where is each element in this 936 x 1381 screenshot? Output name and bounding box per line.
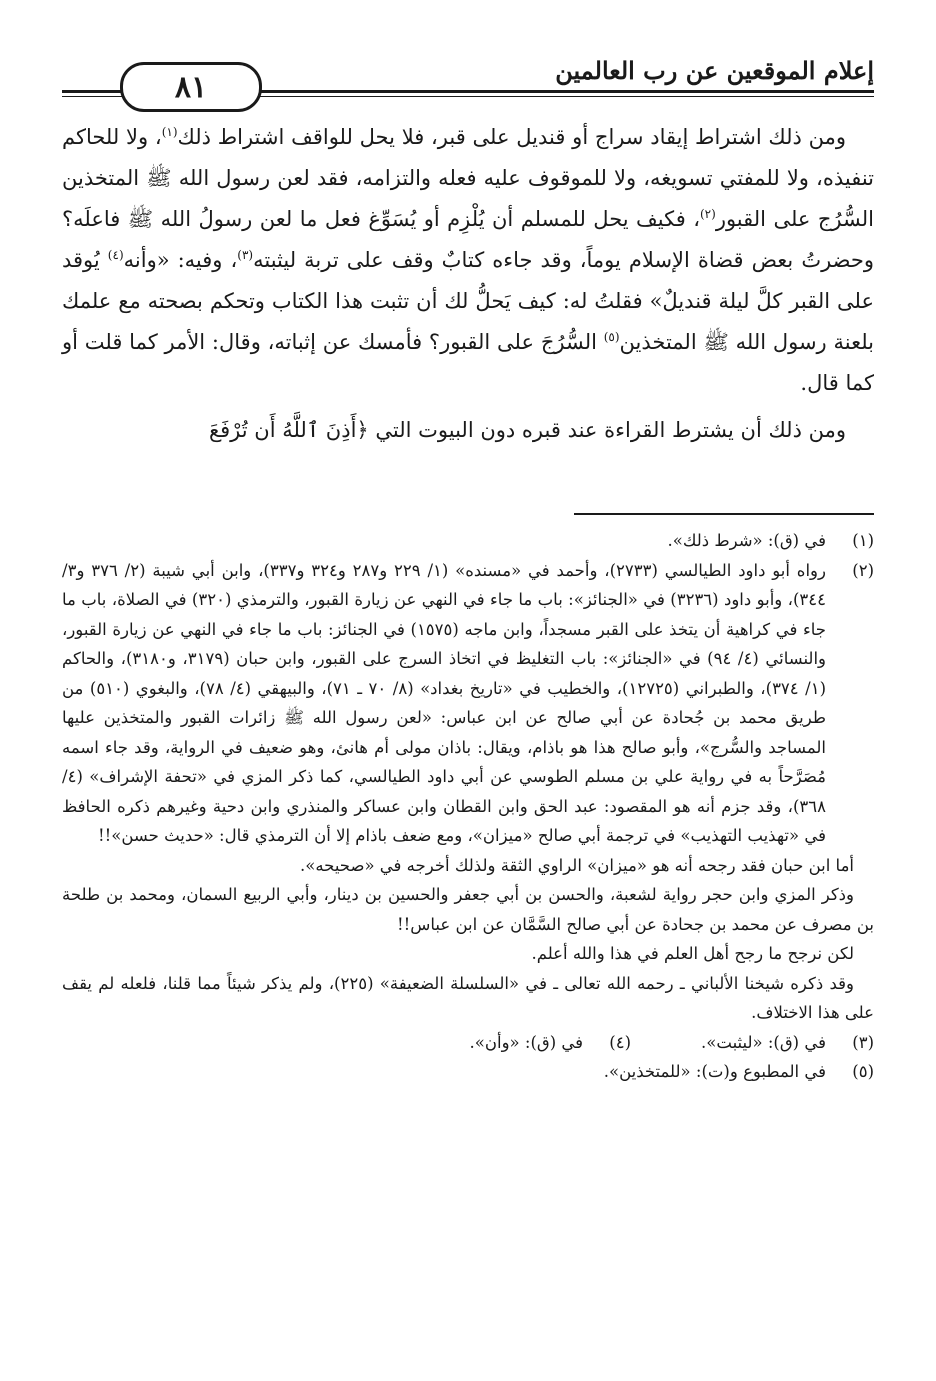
book-title: إعلام الموقعين عن رب العالمين <box>555 56 874 85</box>
footnote-2-para: وقد ذكره شيخنا الألباني ـ رحمه الله تعالى ـ في «السلسلة الضعيفة» (٢٢٥)، ولم يذكر شيئاً مما قلنا، فلعله لم يقف على هذا الاختلاف. <box>62 973 874 1022</box>
footnote-5 <box>62 1057 874 1087</box>
footnote-1 <box>62 526 874 556</box>
footnote-2 <box>62 556 874 851</box>
text-run: يُوقد على القبر كلَّ ليلة قنديلٌ» فقلتُ له: كيف يَحلُّ لك أن تثبت هذا الكتاب وتحكم بصحته مع علمك بلعنة رسول الله ﷺ المتخذين <box>62 248 875 354</box>
footnote-ref-3: (٣) <box>237 248 254 262</box>
footnote-number: (١) <box>852 531 874 550</box>
text-run: ومن ذلك اشتراط إيقاد سراج أو قنديل على قبر، فلا يحل للواقف اشتراط ذلك <box>177 125 846 149</box>
footnote-number: (٢) <box>852 560 874 580</box>
text-run: ، فكيف يحل للمسلم أن يُلْزِم أو يُسَوِّغ فعل ما لعن رسولُ الله ﷺ فاعلَه؟ وحضرتُ بعض قضاة الإسلام يوماً، وقد جاءه كتابٌ وقف على تربة ليثبته <box>62 207 875 272</box>
footnote-2-para: أما ابن حبان فقد رجحه أنه هو «ميزان» الراوي الثقة ولذلك أخرجه في «صحيحه». <box>299 855 854 875</box>
footnote-number: (٤) <box>609 1032 632 1052</box>
paragraph-1 <box>62 117 874 404</box>
running-header <box>62 52 874 105</box>
footnote-number: (٥) <box>852 1062 874 1081</box>
footnote-3 <box>701 1028 874 1058</box>
footnote-row <box>62 1028 874 1058</box>
paragraph-2 <box>62 410 874 451</box>
footnotes <box>62 526 874 1087</box>
footnote-ref-2: (٢) <box>699 207 716 221</box>
footnote-text: في (ق): «شرط ذلك». <box>667 531 826 550</box>
footnote-number: (٣) <box>852 1032 874 1052</box>
text-run: السُّرُجَ على القبور؟ فأمسك عن إثباته، وقال: الأمر كما قلت أو كما قال. <box>62 330 874 395</box>
footnote-4 <box>470 1028 631 1058</box>
footnote-2-para: وذكر المزي وابن حجر رواية لشعبة، والحسن بن أبي جعفر والحسين بن دينار، وأبي الربيع السمان، ومحمد بن طلحة بن مصرف عن محمد بن جحادة عن أبي صالح السَّمَّان عن ابن عباس!! <box>62 885 874 934</box>
footnote-text: رواه أبو داود الطيالسي (٢٧٣٣)، وأحمد في «مسنده» (١/ ٢٢٩ و٢٨٧ و٣٢٤ و٣٣٧)، وابن أبي شيبة (٢/ ٣٧٦ و٣/ ٣٤٤)، وأبو داود (٣٢٣٦) في «الجنائز»: باب ما جاء في النهي عن زيارة القبور، والترمذي (٣٢٠) في الصلاة، باب ما جاء في كراهية أن يتخذ على القبر مسجداً، وابن ماجه (١٥٧٥) في الجنائز: باب ما جاء في النهي عن زيارة القبور، والنسائي (٤/ ٩٤) في «الجنائز»: باب التغليظ في اتخاذ السرج على القبور، وابن حبان (٣١٧٩، و٣١٨٠)، والحاكم (١/ ٣٧٤)، والطبراني (١٢٧٢٥)، والخطيب في «تاريخ بغداد» (٨/ ٧٠ ـ ٧١)، والبيهقي (٤/ ٧٨)، والبغوي (٥١٠) من طريق محمد بن جُحادة عن أبي صالح عن ابن عباس: «لعن رسول الله ﷺ زائرات القبور والمتخذين عليها المساجد والسُّرج»، وأبو صالح هذا هو باذام، ويقال: باذان مولى أم هانئ، وهو ضعيف في الرواية، وقد جاء اسمه مُصَرَّحاً به في رواية علي بن مسلم الطوسي عن أبي داود الطيالسي، كما ذكر المزي في «تحفة الإشراف» (٤/ ٣٦٨)، وقد جزم أنه هو المقصود: عبد الحق وابن القطان وابن عساكر والمنذري وابن دحية وغيرهم ذكره الحافظ في «تهذيب التهذيب» في ترجمة أبي صالح «ميزان»، ومع ضعف باذام إلا أن الترمذي قال: «حديث حسن»!! <box>62 560 827 845</box>
text-run: ، وفيه: «وأنه <box>123 248 238 272</box>
text-run: ومن ذلك أن يشترط القراءة عند قبره دون البيوت التي ﴿أَذِنَ ٱللَّهُ أَن تُرْفَعَ <box>208 418 846 442</box>
main-text <box>62 117 874 451</box>
footnote-text: في (ق): «وأن». <box>469 1032 584 1052</box>
footnote-text: في (ق): «ليثبت». <box>701 1032 826 1052</box>
footnote-separator <box>574 513 874 515</box>
text-run: ، ولا للحاكم تنفيذه، ولا للمفتي تسويغه، ولا للموقوف عليه فعله والتزامه، فقد لعن رسول الله ﷺ المتخذين السُّرُج على القبور <box>62 125 874 231</box>
page-number: ٨١ <box>120 62 262 112</box>
footnote-2-para: لكن نرجح ما رجح أهل العلم في هذا والله أعلم. <box>531 944 854 963</box>
footnote-ref-1: (١) <box>161 125 178 139</box>
footnote-text: في المطبوع و(ت): «للمتخذين». <box>603 1062 826 1081</box>
footnote-ref-5: (٥) <box>603 330 620 344</box>
footnote-ref-4: (٤) <box>107 248 124 262</box>
book-page <box>62 0 874 1381</box>
